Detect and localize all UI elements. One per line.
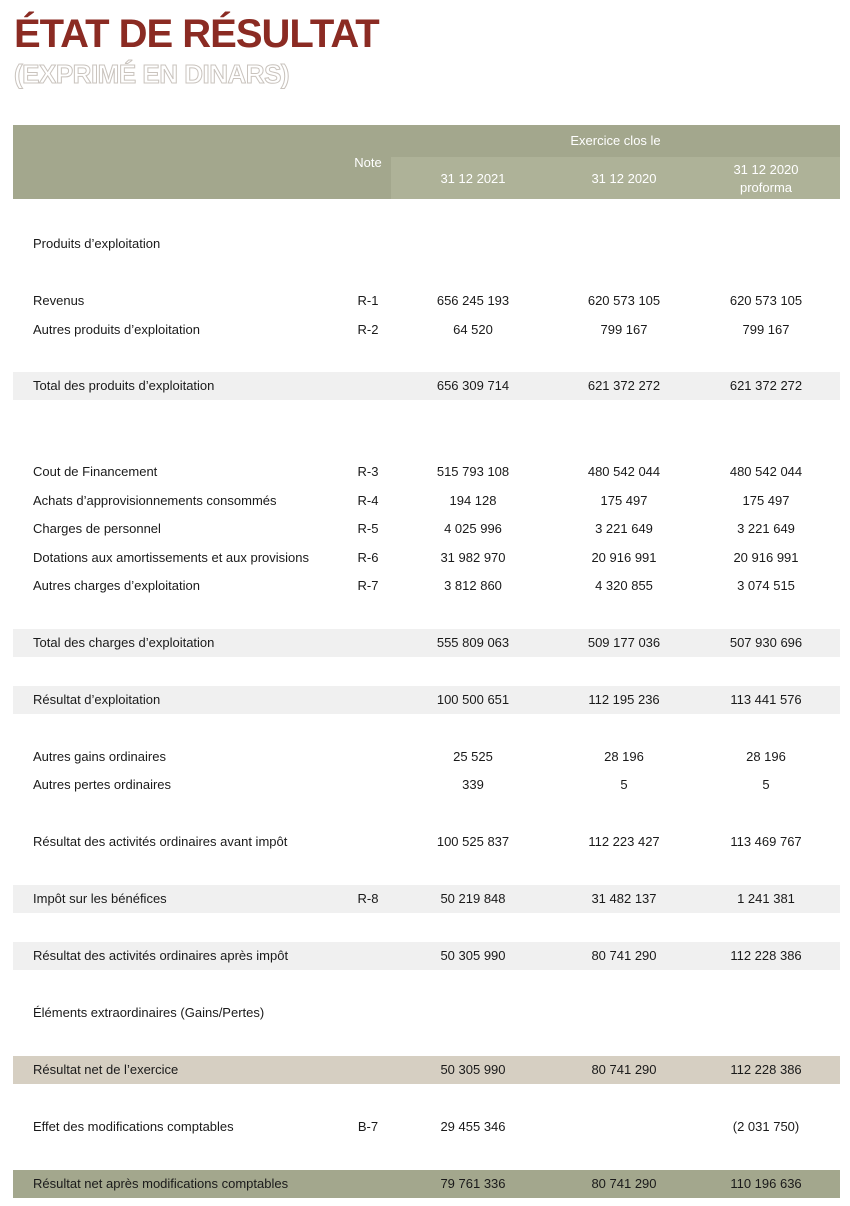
- row-value-2020: 480 542 044: [587, 464, 661, 479]
- table-row: [13, 515, 840, 543]
- table-row: [13, 316, 840, 344]
- row-label: Éléments extraordinaires (Gains/Pertes): [33, 1005, 265, 1020]
- row-note: R-8: [357, 891, 379, 906]
- row-value-2021: 50 305 990: [440, 1062, 506, 1077]
- row-label: Revenus: [33, 293, 85, 308]
- row-value-2021: 100 500 651: [436, 692, 510, 707]
- row-value-2020: 112 223 427: [588, 834, 660, 849]
- row-label: Résultat net de l’exercice: [33, 1062, 179, 1077]
- table-row: [13, 828, 840, 856]
- row-value-2020: 3 221 649: [595, 521, 653, 536]
- row-value-2020-proforma: 620 573 105: [729, 293, 803, 308]
- row-value-2020-proforma: 113 441 576: [730, 692, 802, 707]
- row-label: Total des charges d’exploitation: [33, 635, 215, 650]
- row-value-2021: 31 982 970: [440, 550, 506, 565]
- row-value-2020-proforma: 621 372 272: [729, 378, 803, 393]
- row-value-2020: 28 196: [604, 749, 644, 764]
- row-value-2021: 656 245 193: [436, 293, 510, 308]
- row-label: Produits d’exploitation: [33, 236, 161, 251]
- row-note: R-4: [357, 493, 379, 508]
- row-value-2020-proforma: 799 167: [742, 322, 790, 337]
- row-label: Impôt sur les bénéfices: [33, 891, 167, 906]
- row-label: Effet des modifications comptables: [33, 1119, 234, 1134]
- row-label: Résultat d’exploitation: [33, 692, 161, 707]
- page-subtitle: (EXPRIMÉ EN DINARS): [14, 59, 290, 89]
- subtotal-row: [13, 686, 840, 714]
- row-value-2021: 25 525: [453, 749, 493, 764]
- row-value-2020-proforma: 20 916 991: [733, 550, 799, 565]
- final-result-row: [13, 1170, 840, 1198]
- row-value-2020-proforma: 175 497: [742, 493, 790, 508]
- table-body: [13, 199, 840, 1197]
- row-value-2020: 80 741 290: [591, 948, 657, 963]
- row-value-2020-proforma: 113 469 767: [730, 834, 802, 849]
- row-value-2020: 4 320 855: [595, 578, 653, 593]
- col-header-proforma-label: proforma: [739, 180, 793, 195]
- row-value-2020: 175 497: [600, 493, 648, 508]
- row-value-2020: 80 741 290: [591, 1062, 657, 1077]
- table-row: [13, 885, 840, 913]
- exercice-header: Exercice clos le: [570, 133, 661, 148]
- row-value-2021: 50 305 990: [440, 948, 506, 963]
- total-row: [13, 372, 840, 400]
- row-value-2021: 339: [462, 777, 484, 792]
- col-header-2021: 31 12 2021: [440, 171, 506, 186]
- row-value-2021: 79 761 336: [440, 1176, 506, 1191]
- row-value-2020-proforma: 480 542 044: [729, 464, 803, 479]
- row-value-2020-proforma: 3 074 515: [737, 578, 795, 593]
- row-value-2020-proforma: 5: [762, 777, 770, 792]
- row-value-2021: 3 812 860: [444, 578, 502, 593]
- row-label: Dotations aux amortissements et aux provisions: [33, 550, 310, 565]
- row-value-2020: 80 741 290: [591, 1176, 657, 1191]
- row-value-2021: 194 128: [449, 493, 497, 508]
- row-value-2020-proforma: 28 196: [746, 749, 786, 764]
- table-row: [13, 771, 840, 799]
- table-row: [13, 230, 840, 258]
- row-value-2021: 656 309 714: [436, 378, 510, 393]
- table-row: [13, 544, 840, 572]
- row-value-2020-proforma: 110 196 636: [730, 1176, 802, 1191]
- row-value-2021: 4 025 996: [444, 521, 502, 536]
- row-value-2020: 621 372 272: [587, 378, 661, 393]
- row-note: R-3: [357, 464, 379, 479]
- row-value-2020: 620 573 105: [587, 293, 661, 308]
- table-row: [13, 743, 840, 771]
- row-value-2020-proforma: (2 031 750): [732, 1119, 800, 1134]
- row-value-2021: 100 525 837: [436, 834, 510, 849]
- row-value-2021: 50 219 848: [440, 891, 506, 906]
- row-label: Résultat des activités ordinaires avant impôt: [33, 834, 288, 849]
- row-value-2020-proforma: 1 241 381: [737, 891, 795, 906]
- table-row: [13, 1113, 840, 1141]
- row-label: Autres gains ordinaires: [33, 749, 166, 764]
- row-value-2020-proforma: 507 930 696: [729, 635, 803, 650]
- col-header-2020-proforma-date: 31 12 2020: [733, 162, 799, 177]
- row-label: Résultat des activités ordinaires après impôt: [33, 948, 289, 963]
- row-value-2021: 515 793 108: [436, 464, 510, 479]
- subtotal-row: [13, 942, 840, 970]
- row-value-2021: 64 520: [453, 322, 493, 337]
- row-value-2020-proforma: 112 228 386: [730, 948, 802, 963]
- row-label: Résultat net après modifications comptables: [33, 1176, 289, 1191]
- row-label: Achats d’approvisionnements consommés: [33, 493, 277, 508]
- table-row: [13, 287, 840, 315]
- row-value-2020: 112 195 236: [588, 692, 660, 707]
- row-label: Autres charges d’exploitation: [33, 578, 200, 593]
- row-label: Autres produits d’exploitation: [33, 322, 200, 337]
- note-column-header: Note: [354, 155, 382, 170]
- row-note: R-2: [357, 322, 379, 337]
- table-row: [13, 458, 840, 486]
- row-value-2020: 509 177 036: [587, 635, 661, 650]
- col-header-2020: 31 12 2020: [591, 171, 657, 186]
- income-statement-table: [13, 125, 840, 1197]
- table-row: [13, 572, 840, 600]
- row-note: R-5: [357, 521, 379, 536]
- row-value-2020: 799 167: [600, 322, 648, 337]
- total-row: [13, 629, 840, 657]
- row-value-2020: 31 482 137: [591, 891, 657, 906]
- col-header-2020-proforma: [691, 161, 841, 197]
- row-label: Cout de Financement: [33, 464, 158, 479]
- row-label: Autres pertes ordinaires: [33, 777, 172, 792]
- table-header: [13, 125, 840, 199]
- page-title: ÉTAT DE RÉSULTAT: [14, 12, 379, 56]
- row-note: R-1: [357, 293, 379, 308]
- row-value-2020-proforma: 3 221 649: [737, 521, 795, 536]
- row-note: R-7: [357, 578, 379, 593]
- row-value-2021: 555 809 063: [436, 635, 510, 650]
- row-value-2020-proforma: 112 228 386: [730, 1062, 802, 1077]
- table-row: [13, 487, 840, 515]
- row-value-2020: 20 916 991: [591, 550, 657, 565]
- row-value-2021: 29 455 346: [440, 1119, 506, 1134]
- row-note: R-6: [357, 550, 379, 565]
- row-label: Total des produits d’exploitation: [33, 378, 215, 393]
- row-value-2020: 5: [620, 777, 628, 792]
- net-result-row: [13, 1056, 840, 1084]
- row-label: Charges de personnel: [33, 521, 161, 536]
- table-row: [13, 999, 840, 1027]
- row-note: B-7: [357, 1119, 379, 1134]
